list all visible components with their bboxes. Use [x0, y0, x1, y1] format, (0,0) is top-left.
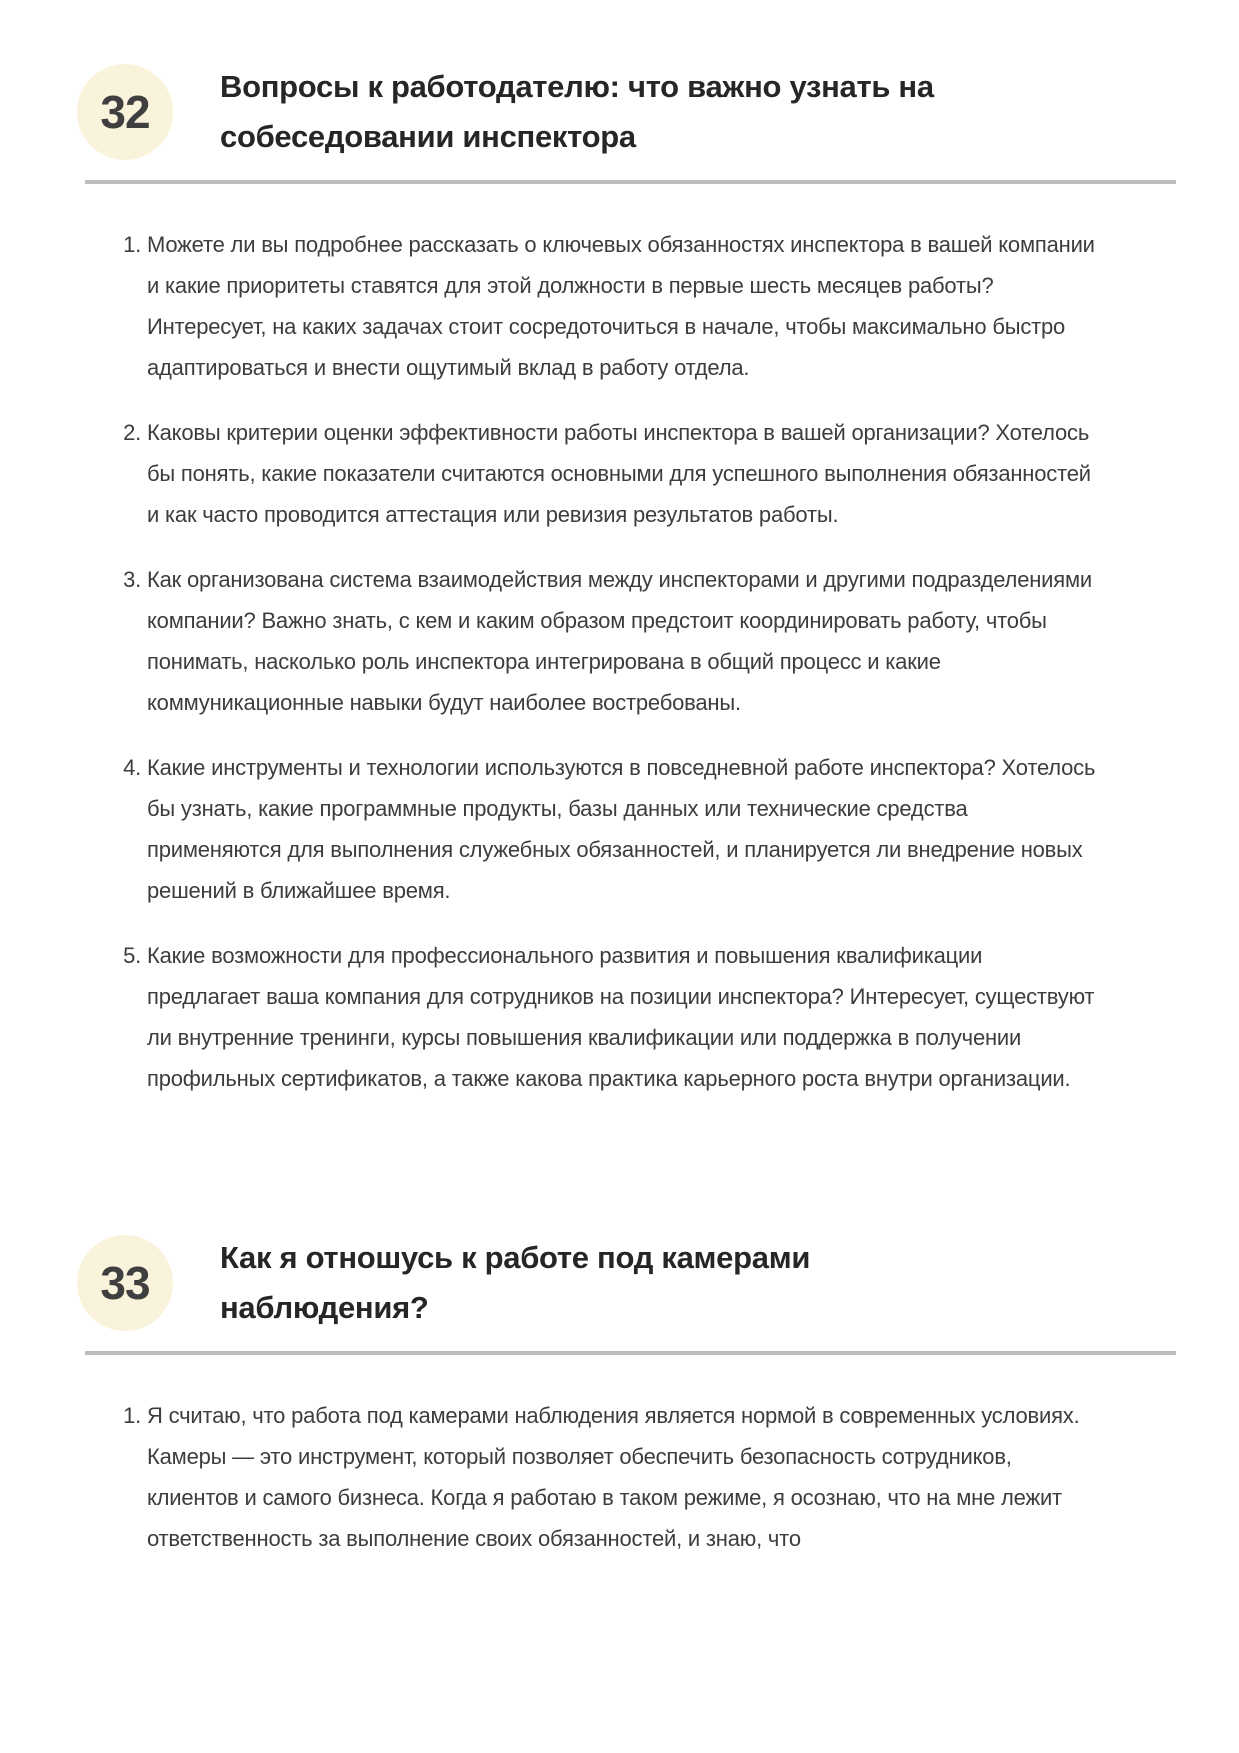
section-number-badge	[77, 1235, 173, 1331]
section-number: 32	[100, 86, 150, 138]
section-divider	[85, 1351, 1176, 1355]
list-item: 3. Как организована система взаимодействия между инспекторами и другими подразделениями компании? Важно знать, с кем и каким образом предстоит координировать работу, чтобы понимать, насколько роль инспектора интегрирована в общий процесс и какие коммуникационные навыки будут наиболее востребованы.	[147, 559, 1097, 723]
section-divider	[85, 180, 1176, 184]
list-item: 1. Можете ли вы подробнее рассказать о ключевых обязанностях инспектора в вашей компании и какие приоритеты ставятся для этой должности в первые шесть месяцев работы? Интересует, на каких задачах стоит сосредоточиться в начале, чтобы максимально быстро адаптироваться и внести ощутимый вклад в работу отдела.	[147, 224, 1097, 388]
list-item: 5. Какие возможности для профессионального развития и повышения квалификации предлагает ваша компания для сотрудников на позиции инспектора? Интересует, существуют ли внутренние тренинги, курсы повышения квалификации или поддержка в получении профильных сертификатов, а также какова практика карьерного роста внутри организации.	[147, 935, 1097, 1099]
answer-list	[85, 1395, 1176, 1559]
section-33-header	[85, 1233, 1176, 1333]
list-item: 2. Каковы критерии оценки эффективности работы инспектора в вашей организации? Хотелось бы понять, какие показатели считаются основными для успешного выполнения обязанностей и как часто проводится аттестация или ревизия результатов работы.	[147, 412, 1097, 535]
section-32	[85, 62, 1176, 1099]
question-list	[85, 224, 1176, 1099]
section-title: Как я отношусь к работе под камерами наблюдения?	[220, 1240, 811, 1325]
section-number: 33	[100, 1257, 150, 1309]
list-item: 4. Какие инструменты и технологии используются в повседневной работе инспектора? Хотелось бы узнать, какие программные продукты, базы данных или технические средства применяются для выполнения служебных обязанностей, и планируется ли внедрение новых решений в ближайшее время.	[147, 747, 1097, 911]
section-32-header	[85, 62, 1176, 162]
section-title: Вопросы к работодателю: что важно узнать на собеседовании инспектора	[220, 69, 934, 154]
section-number-badge	[77, 64, 173, 160]
list-item: 1. Я считаю, что работа под камерами наблюдения является нормой в современных условиях. Камеры — это инструмент, который позволяет обеспечить безопасность сотрудников, клиентов и самого бизнеса. Когда я работаю в таком режиме, я осознаю, что на мне лежит ответственность за выполнение своих обязанностей, и знаю, что	[147, 1395, 1097, 1559]
section-33	[85, 1233, 1176, 1559]
